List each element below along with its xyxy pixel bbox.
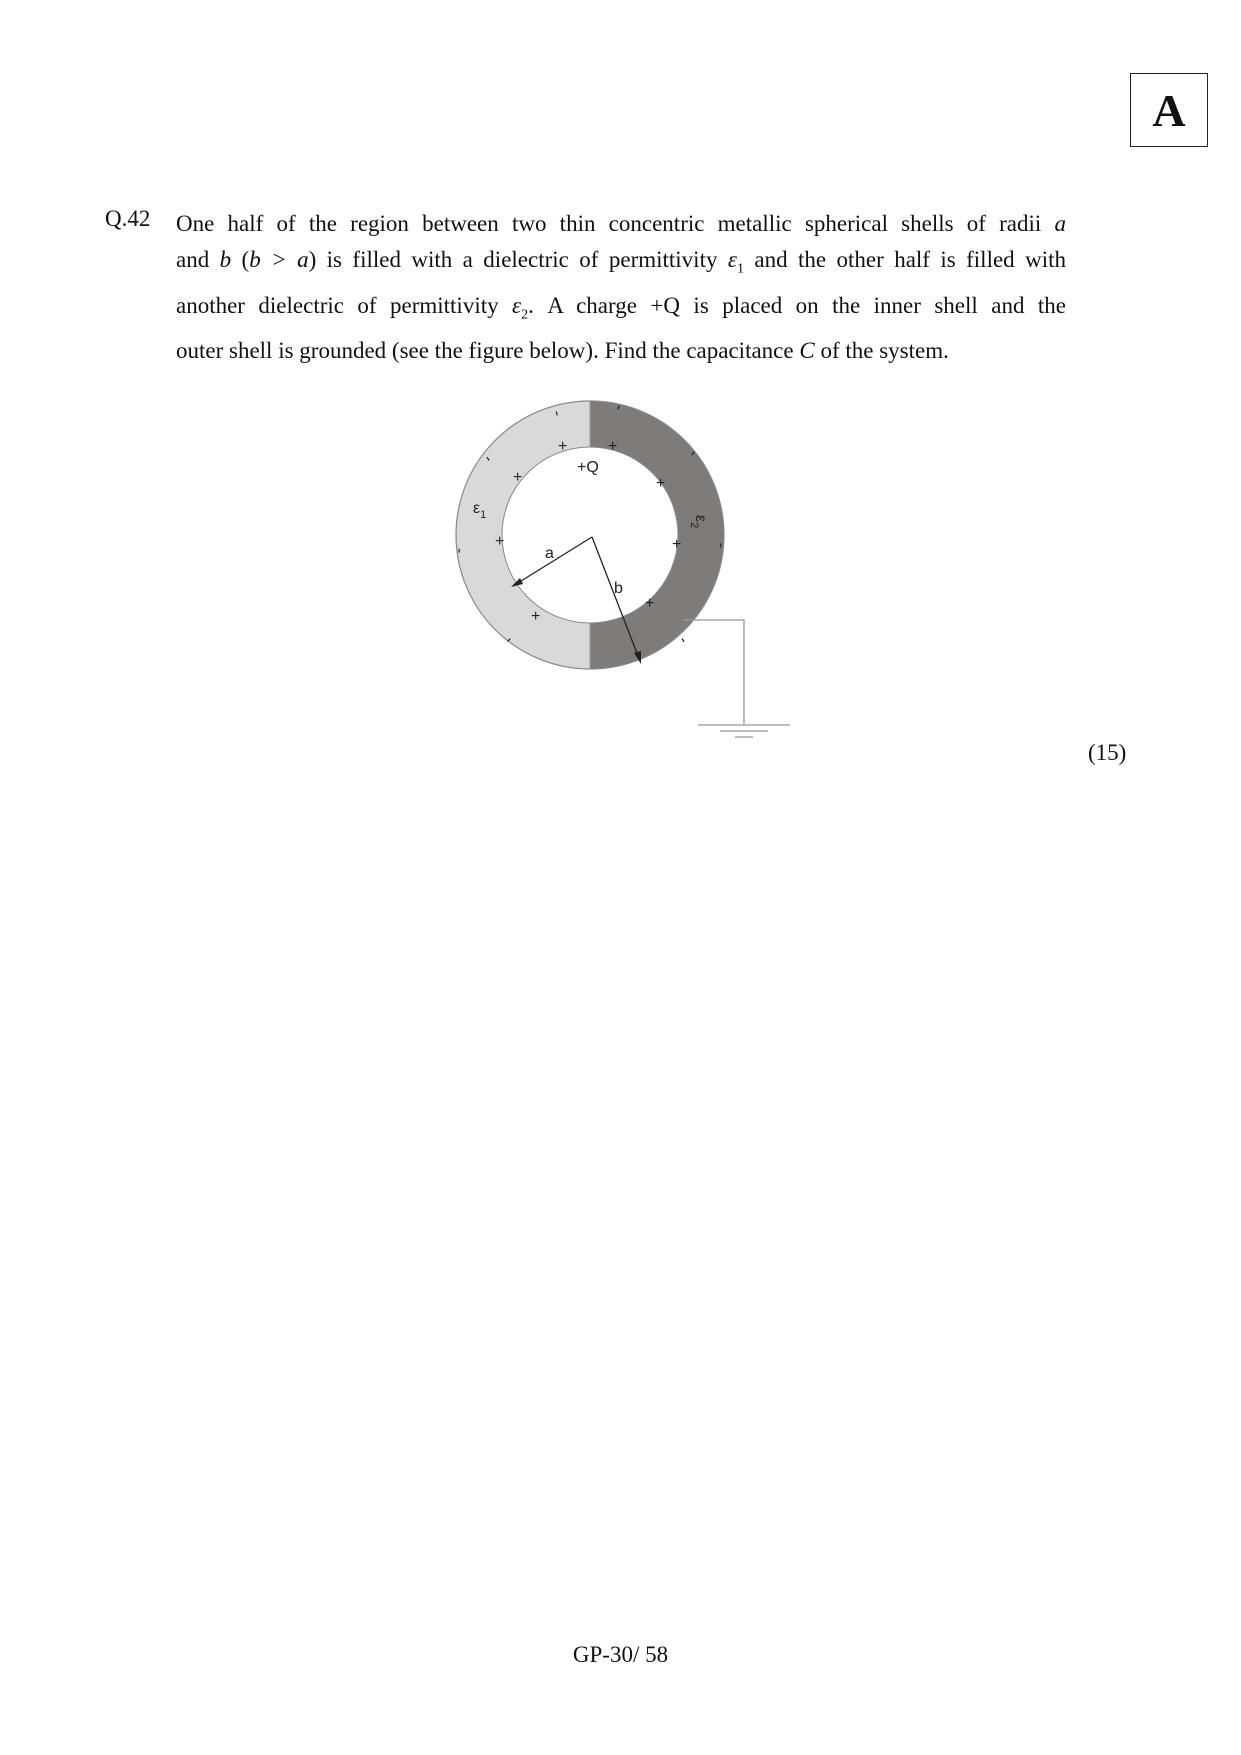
series-code: A [1152, 84, 1186, 136]
plus-sign: + [558, 438, 568, 455]
minus-sign: - [712, 542, 729, 548]
minus-sign: - [674, 633, 692, 647]
question-line-4: outer shell is grounded (see the figure below). Find the capacitance C of the system. [176, 338, 949, 364]
label-a: a [545, 545, 554, 562]
minus-sign: - [548, 408, 566, 419]
minus-sign: - [500, 632, 517, 648]
minus-sign: - [684, 446, 702, 461]
ground-wire [683, 620, 744, 725]
plus-sign: + [495, 533, 505, 550]
question-marks: (15) [1088, 740, 1127, 765]
plus-sign: + [531, 608, 541, 625]
page-footer: GP-30/ 58 [572, 1642, 669, 1667]
plus-sign: + [608, 438, 618, 455]
question-line-1: One half of the region between two thin concentric metallic spherical shells of radii a [176, 211, 1066, 236]
label-charge: +Q [577, 459, 599, 476]
concentric-shells-figure [440, 385, 800, 750]
series-code-box [1130, 73, 1208, 147]
plus-sign: + [513, 469, 523, 486]
plus-sign: + [656, 475, 666, 492]
minus-sign: - [479, 451, 497, 466]
plus-sign: + [672, 536, 682, 553]
question-line-2: and b (b > a) is filled with a dielectric of permittivity $\varepsilon_1$ and the other half is filled with [176, 247, 1066, 277]
minus-sign: - [451, 548, 468, 554]
label-eps2: $\varepsilon_2$ [688, 515, 709, 529]
plus-sign: + [645, 595, 655, 612]
question-line-3: another dielectric of permittivity $\varepsilon_2$. A charge +Q is placed on the inner shell and the [176, 292, 1066, 323]
question-number: Q.42 [105, 206, 151, 231]
label-eps1: $\varepsilon_1$ [473, 500, 487, 521]
question-text [176, 206, 1066, 369]
minus-sign: - [609, 402, 628, 413]
label-b: b [614, 580, 623, 597]
